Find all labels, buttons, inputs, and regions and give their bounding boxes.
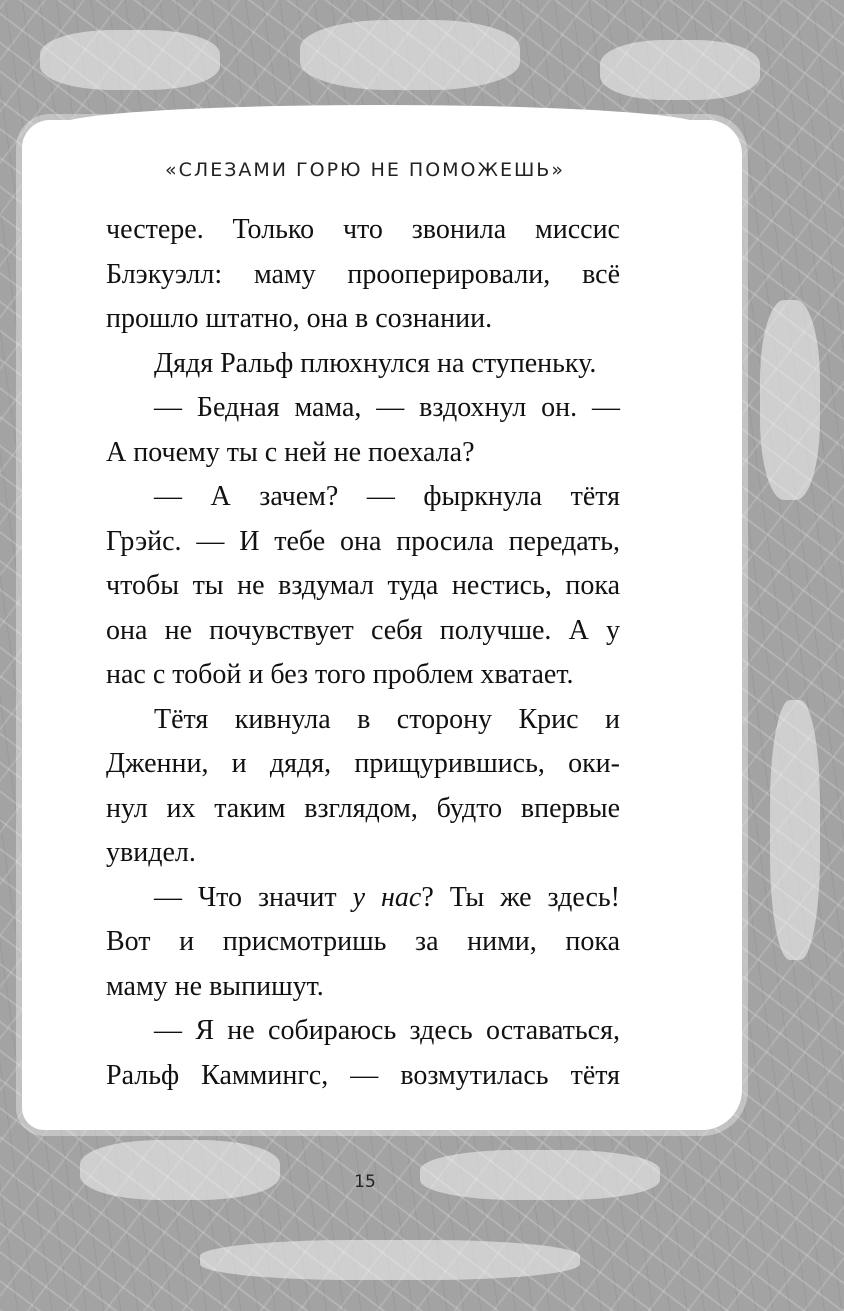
text-line: — А зачем? — фыркнула тётя — [154, 481, 620, 512]
text-fragment: — Что значит — [154, 881, 353, 913]
paragraph — [106, 1009, 620, 1098]
text-line: Ральф Каммингс, — возмутилась тётя — [106, 1059, 620, 1091]
text-line-mixed — [106, 876, 620, 921]
text-line: А почему ты с ней не поехала? — [106, 436, 475, 468]
text-line: Дженни, и дядя, прищурившись, оки- — [106, 748, 620, 779]
paragraph — [106, 386, 620, 475]
running-title: «СЛЕЗАМИ ГОРЮ НЕ ПОМОЖЕШЬ» — [165, 159, 565, 181]
text-line: — Я не собираюсь здесь оставаться, — [154, 1015, 620, 1046]
text-line: Дядя Ральф плюхнулся на ступеньку. — [154, 347, 597, 379]
frame-ornament — [600, 40, 760, 100]
text-line: Блэкуэлл: маму прооперировали, всё — [106, 258, 620, 290]
text-line: она не почувствует себя получше. А у — [106, 614, 620, 646]
text-line: честере. Только что звонила миссис — [106, 214, 620, 245]
text-line: нул их таким взглядом, будто впервые — [106, 792, 620, 824]
text-line: маму не выпишут. — [106, 970, 324, 1002]
paragraph — [106, 342, 620, 387]
body-text — [106, 208, 620, 1098]
text-fragment: ? Ты же здесь! — [421, 881, 621, 913]
frame-ornament — [200, 1240, 580, 1280]
text-line: нас с тобой и без того проблем хватает. — [106, 659, 574, 690]
paragraph — [106, 475, 620, 698]
paragraph — [106, 876, 620, 1010]
text-line: Вот и присмотришь за ними, пока — [106, 926, 620, 957]
text-line: прошло штатно, она в сознании. — [106, 303, 493, 334]
italic-emphasis: у нас — [352, 881, 422, 913]
paragraph — [106, 698, 620, 876]
frame-ornament — [40, 30, 220, 90]
text-line: Тётя кивнула в сторону Крис и — [154, 703, 620, 735]
paragraph — [106, 208, 620, 342]
text-line: увидел. — [106, 837, 196, 868]
frame-ornament — [770, 700, 820, 960]
text-line: Грэйс. — И тебе она просила передать, — [106, 525, 620, 557]
page-number: 15 — [354, 1172, 376, 1192]
frame-ornament — [300, 20, 520, 90]
text-line: чтобы ты не вздумал туда нестись, пока — [106, 570, 620, 601]
text-line: — Бедная мама, — вздохнул он. — — [154, 392, 620, 423]
frame-ornament — [760, 300, 820, 500]
